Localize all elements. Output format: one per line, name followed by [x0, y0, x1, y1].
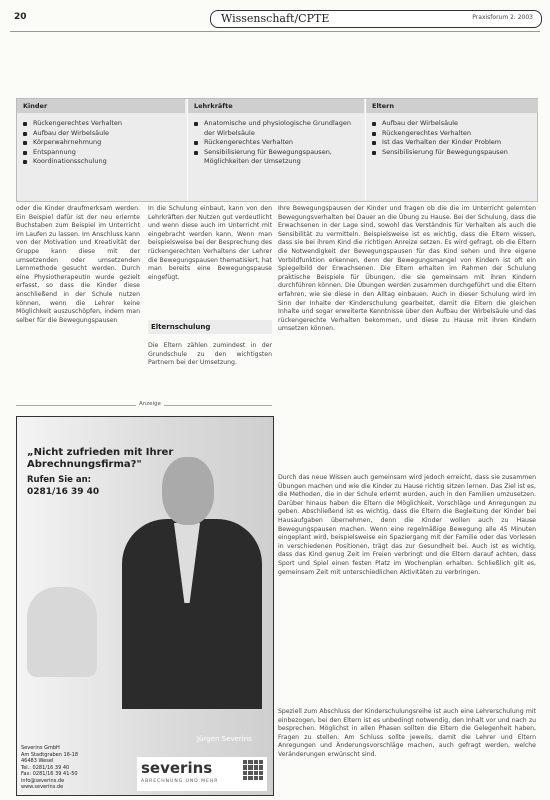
contact-line: Tel.: 0281/16 39 40 [21, 764, 70, 771]
list-item: Sensibilisierung für Bewegungspausen, Möglichkeiten der Umsetzung [194, 148, 358, 167]
background-person-photo [27, 587, 97, 677]
body-text-col3c [278, 708, 536, 790]
column-title: Lehrkräfte [188, 99, 364, 113]
paragraph: Die Eltern zählen zumindest in der Grundschule zu den wichtigsten Partnern bei der Umsetzung. [148, 342, 272, 367]
list-item: Koordinationsschulung [23, 157, 179, 167]
ad-quote: „Nicht zufrieden mit Ihrer Abrechnungsfirma?" [27, 447, 174, 470]
column-title: Kinder [17, 99, 185, 113]
body-text-col2 [148, 205, 272, 313]
list-item: Aufbau der Wirbelsäule [23, 129, 179, 139]
column-title: Eltern [366, 99, 538, 113]
contact-line: Am Stadtgraben 16-18 [21, 751, 79, 758]
advertisement[interactable] [16, 416, 274, 796]
page-header [10, 8, 540, 30]
brand-slogan: ABRECHNUNG UND MEHR [141, 779, 219, 784]
contact-line: 46483 Wesel [21, 758, 54, 764]
body-text-col1 [16, 205, 140, 405]
list-item: Ist das Verhalten der Kinder Problem [372, 138, 532, 148]
ad-call: Rufen Sie an: [27, 475, 92, 485]
contact-line: Fax: 0281/16 39 41-50 [21, 771, 78, 777]
subheading-elternschulung: Elternschulung [148, 320, 272, 334]
topic-table [16, 98, 538, 202]
list-item: Rückengerechtes Verhalten [194, 138, 358, 148]
paragraph: oder die Kinder draufmerksam werden. Ein Beispiel dafür ist der neu erlernte Buchstaben zum Beispiel im Unterricht im Laufen zu lassen. Im Anschluss kann von der Motivation und Kreativität der Gruppe kann diese mit der umsetzenden oder umsetzenden Lernmethode gesucht werden. Durch eine Physiotherapeutin wurde gezielt erfasst, so dass die Kinder diese anschließend in der Schule nutzen können, wenn die Lehrer keine Möglichkeit auszuschöpfen, indem man selber für die Bewegungspausen [16, 205, 140, 324]
list-item: Sensibilisierung für Bewegungspausen [372, 148, 532, 158]
contact-website[interactable]: www.severins.de [21, 784, 64, 790]
logo-grid-icon [243, 760, 263, 780]
list-item: Entspannung [23, 148, 179, 158]
list-item: Aufbau der Wirbelsäule [372, 119, 532, 129]
list-item: Anatomische und physiologische Grundlagen der Wirbelsäule [194, 119, 358, 138]
paragraph: Speziell zum Abschluss der Kinderschulungsreihe ist auch eine Lehrerschulung mit einbezogen, bei den Eltern ist es unbedingt notwendig, den Inhalt vor und nach zu besprechen. Möglichst in allen Phasen sollten die Eltern die Gelegenheit haben, Fragen zu stellen. Am Schluss sollte jeweils, damit die Lehrer und Eltern Anregungen und Änderungsvorschläge machen, auch gefragt werden, welche Veränderungen erwünscht sind. [278, 708, 536, 758]
column-kinder [17, 99, 185, 201]
ad-phone: 0281/16 39 40 [27, 487, 100, 497]
paragraph: Durch das neue Wissen auch gemeinsam wird jedoch erreicht, dass sie zusammen Übungen machen und wie die Kinder zu Hause richtig sitzen lernen. Das Ziel ist es, die Methoden, die in der Schule erlernt wurden, auch in den Familien umzusetzen. Darüber hinaus haben die Eltern die Möglichkeit, Vorschläge und Anregungen zu geben. Abschließend ist es wichtig, dass die Eltern die Begleitung der Kinder bei Hausaufgaben übernehmen, denn die Kinder wollen auch zu Hause Bewegungspausen machen. Wenn eine regelmäßige Bewegung alle 45 Minuten eingeplant wird, beispielsweise ein Spaziergang mit der Familie oder das Vorlesen in verschiedenen Positionen, trägt das zur Gesundheit bei. Auch ist es wichtig, dass das Kind genug Zeit im Freien verbringt und die Eltern darauf achten, dass Sport und Spiel einen festen Platz im Wochenplan erhalten. Schließlich gilt es, gemeinsam Zeit mit unterschiedlichen Aktivitäten zu verbringen. [278, 474, 536, 576]
ad-separator [16, 401, 272, 407]
column-lehrkraefte [187, 99, 364, 201]
brand-name: severins [141, 759, 213, 777]
body-text-col3b [278, 474, 536, 702]
list-item: Rückengerechtes Verhalten [23, 119, 179, 129]
paragraph: In die Schulung einbaut, kann von den Lehrkräften der Nutzen gut verdeutlicht und wenn diese auch im Unterricht mit eingebracht werden kann. Wenn man beispielsweise bei der Besprechung des rückengerechten Verhaltens der Lehrer die Bewegungspausen thematisiert, hat man bereits eine Bewegungspause eingefügt. [148, 205, 272, 281]
list-item: Rückengerechtes Verhalten [372, 129, 532, 139]
list-item: Körperwahrnehmung [23, 138, 179, 148]
contact-email[interactable]: info@severins.de [21, 777, 65, 784]
brand-logo [137, 757, 267, 791]
section-title-bar [210, 10, 542, 28]
ad-label: Anzeige [136, 401, 164, 407]
section-title: Wissenschaft/CPTE [221, 12, 330, 25]
paragraph: Ihre Bewegungspausen der Kinder und fragen ob die die im Unterricht gelernten Bewegungsverhalten bei Dauer an die Übung zu Hause. Bei der Schulung, dass die Erwachsenen in der Lage sind, sowohl das Verständnis für Verhalten als auch die Sensibilität zu vermitteln. Beispielsweise ist es wichtig, dass die Eltern wissen, dass sie bei ihrem Kind die richtigen Anreize setzen. Es wird gefragt, ob die Eltern die Notwendigkeit der Bewegungspausen für das Kind sehen und ihre eigene Vorbildfunktion erkennen, denn der Bewegungsmangel von Kindern ist oft ein Spiegelbild der Erwachsenen. Die Eltern erhalten im Rahmen der Schulung praktische Beispiele für Übungen, die sie gemeinsam mit ihren Kindern durchführen können. Die Übungen werden zusammen durchgeführt und die Eltern erfahren, wie sie diese in den Alltag einbauen. Auch in dieser Schulung wird im Sinn der Inhalte der Kinderschulung gearbeitet, damit die Eltern die gleichen Inhalte und sogar erweiterte Kenntnisse über den Aufbau der Wirbelsäule und das rückengerechte Verhalten bekommen, und diese zu Hause mit ihren Kindern umsetzen können. [278, 205, 536, 333]
person-photo [112, 457, 262, 707]
body-text-col3 [278, 205, 536, 467]
page-number: 20 [14, 12, 27, 22]
issue-date: Praxisforum 2. 2003 [472, 14, 533, 21]
contact-block [21, 745, 131, 791]
contact-line: Severins GmbH [21, 745, 60, 751]
header-rule [10, 31, 540, 32]
body-text-col2b [148, 342, 272, 382]
column-eltern [365, 99, 538, 201]
person-caption: Jürgen Severins [197, 735, 252, 743]
